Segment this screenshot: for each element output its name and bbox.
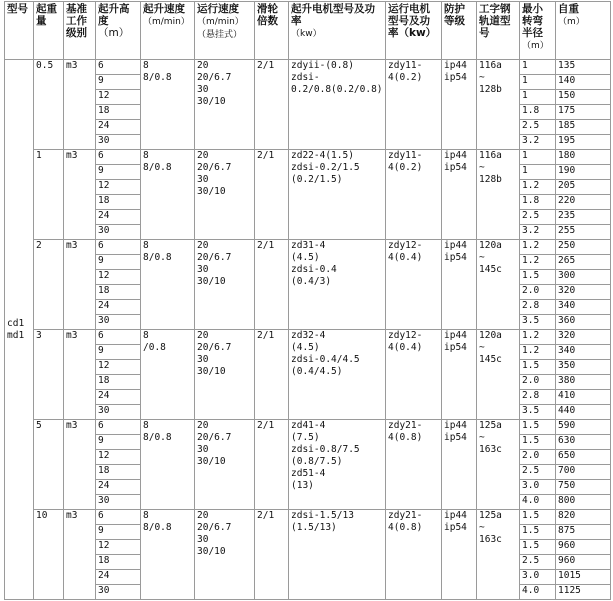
lift-speed-title: 起升速度 — [143, 3, 185, 15]
weight-cell: 150 — [556, 90, 611, 105]
weight-cell: 265 — [556, 255, 611, 270]
weight-cell: 875 — [556, 525, 611, 540]
weight-cell: 800 — [556, 495, 611, 510]
travel-speed-unit: （m/min）（悬挂式） — [197, 17, 244, 40]
weight-cell: 360 — [556, 315, 611, 330]
lift-height-cell: 24 — [96, 390, 141, 405]
lift-height-cell: 24 — [96, 480, 141, 495]
radius-cell: 3.2 — [520, 225, 556, 240]
protection-cell: ip44 ip54 — [442, 150, 477, 240]
lift-height-cell: 30 — [96, 495, 141, 510]
lift-height-cell: 30 — [96, 225, 141, 240]
weight-cell: 410 — [556, 390, 611, 405]
travel-motor-cell: zdy11- 4(0.2) — [386, 60, 442, 150]
protection-cell: ip44 ip54 — [442, 60, 477, 150]
protection-cell: ip44 ip54 — [442, 420, 477, 510]
header-travel-speed — [195, 2, 255, 60]
radius-cell: 1.5 — [520, 435, 556, 450]
reeving-cell: 2/1 — [255, 420, 289, 510]
weight-cell: 320 — [556, 285, 611, 300]
lift-motor-cell: zd22-4(1.5) zdsi-0.2/1.5 (0.2/1.5) — [289, 150, 386, 240]
radius-cell: 1 — [520, 150, 556, 165]
reeving-cell: 2/1 — [255, 60, 289, 150]
weight-cell: 340 — [556, 345, 611, 360]
radius-cell: 3.5 — [520, 405, 556, 420]
weight-cell: 650 — [556, 450, 611, 465]
work-class-cell: m3 — [64, 150, 96, 240]
lift-height-cell: 30 — [96, 405, 141, 420]
lift-speed-cell: 8 8/0.8 — [141, 240, 195, 330]
lift-height-cell: 6 — [96, 60, 141, 75]
header-lift-height — [96, 2, 141, 60]
reeving-cell: 2/1 — [255, 510, 289, 600]
radius-cell: 1.5 — [520, 360, 556, 375]
lift-height-cell: 12 — [96, 540, 141, 555]
ibeam-cell: 120a ~ 145c — [477, 330, 520, 420]
travel-speed-title: 运行速度 — [197, 3, 239, 15]
lift-height-cell: 18 — [96, 195, 141, 210]
ibeam-cell: 116a ~ 128b — [477, 60, 520, 150]
protection-cell: ip44 ip54 — [442, 330, 477, 420]
lift-height-cell: 12 — [96, 270, 141, 285]
radius-cell: 1 — [520, 90, 556, 105]
ibeam-cell: 125a ~ 163c — [477, 510, 520, 600]
radius-cell: 2.5 — [520, 210, 556, 225]
travel-motor-cell: zdy21- 4(0.8) — [386, 510, 442, 600]
header-travel-motor: 运行电机型号及功率（kw） — [386, 2, 442, 60]
radius-cell: 2.0 — [520, 285, 556, 300]
lift-speed-cell: 8 8/0.8 — [141, 150, 195, 240]
lift-height-cell: 6 — [96, 420, 141, 435]
radius-cell: 3.0 — [520, 570, 556, 585]
weight-cell: 185 — [556, 120, 611, 135]
weight-cell: 630 — [556, 435, 611, 450]
lift-height-cell: 18 — [96, 285, 141, 300]
header-radius — [520, 2, 556, 60]
radius-cell: 1.5 — [520, 540, 556, 555]
travel-motor-cell: zdy12- 4(0.4) — [386, 330, 442, 420]
lift-height-cell: 12 — [96, 450, 141, 465]
work-class-cell: m3 — [64, 60, 96, 150]
weight-cell: 1125 — [556, 585, 611, 600]
protection-cell: ip44 ip54 — [442, 240, 477, 330]
radius-cell: 2.0 — [520, 375, 556, 390]
weight-cell: 250 — [556, 240, 611, 255]
lift-speed-cell: 8 8/0.8 — [141, 420, 195, 510]
lift-motor-unit: （kw） — [291, 29, 322, 39]
lift-height-cell: 30 — [96, 585, 141, 600]
radius-unit: （m） — [522, 41, 549, 51]
capacity-cell: 10 — [34, 510, 64, 600]
reeving-cell: 2/1 — [255, 150, 289, 240]
lift-height-cell: 24 — [96, 570, 141, 585]
lift-speed-cell: 8 /0.8 — [141, 330, 195, 420]
weight-cell: 590 — [556, 420, 611, 435]
travel-speed-cell: 20 20/6.7 30 30/10 — [195, 240, 255, 330]
lift-motor-cell: zd41-4 (7.5) zdsi-0.8/7.5 (0.8/7.5) zd51-4 (13) — [289, 420, 386, 510]
radius-cell: 2.0 — [520, 450, 556, 465]
header-reeving: 滑轮倍数 — [255, 2, 289, 60]
travel-speed-cell: 20 20/6.7 30 30/10 — [195, 510, 255, 600]
weight-cell: 190 — [556, 165, 611, 180]
lift-height-unit: （m） — [98, 27, 130, 39]
radius-cell: 1.8 — [520, 195, 556, 210]
weight-cell: 380 — [556, 375, 611, 390]
lift-height-cell: 9 — [96, 255, 141, 270]
capacity-cell: 5 — [34, 420, 64, 510]
radius-cell: 1 — [520, 165, 556, 180]
travel-speed-cell: 20 20/6.7 30 30/10 — [195, 420, 255, 510]
radius-cell: 1 — [520, 60, 556, 75]
travel-speed-cell: 20 20/6.7 30 30/10 — [195, 330, 255, 420]
weight-cell: 180 — [556, 150, 611, 165]
lift-motor-cell: zd32-4 (4.5) zdsi-0.4/4.5 (0.4/4.5) — [289, 330, 386, 420]
lift-motor-cell: zd31-4 (4.5) zdsi-0.4 (0.4/3) — [289, 240, 386, 330]
radius-cell: 1.2 — [520, 330, 556, 345]
weight-cell: 135 — [556, 60, 611, 75]
radius-cell: 1.2 — [520, 255, 556, 270]
lift-height-cell: 6 — [96, 510, 141, 525]
reeving-cell: 2/1 — [255, 330, 289, 420]
header-row — [5, 2, 611, 60]
lift-motor-cell: zdsi-1.5/13 (1.5/13) — [289, 510, 386, 600]
radius-cell: 1.5 — [520, 270, 556, 285]
travel-motor-cell: zdy11- 4(0.2) — [386, 150, 442, 240]
work-class-cell: m3 — [64, 420, 96, 510]
table-row — [5, 150, 611, 165]
weight-cell: 140 — [556, 75, 611, 90]
lift-height-cell: 24 — [96, 210, 141, 225]
radius-cell: 2.5 — [520, 555, 556, 570]
weight-title: 自重 — [558, 3, 579, 15]
weight-cell: 440 — [556, 405, 611, 420]
header-work-class: 基准工作级别 — [64, 2, 96, 60]
lift-height-cell: 12 — [96, 180, 141, 195]
work-class-cell: m3 — [64, 510, 96, 600]
ibeam-cell: 120a ~ 145c — [477, 240, 520, 330]
lift-height-cell: 9 — [96, 345, 141, 360]
lift-height-cell: 6 — [96, 330, 141, 345]
capacity-cell: 3 — [34, 330, 64, 420]
radius-cell: 1.5 — [520, 525, 556, 540]
table-row — [5, 330, 611, 345]
weight-cell: 350 — [556, 360, 611, 375]
weight-cell: 340 — [556, 300, 611, 315]
lift-speed-cell: 8 8/0.8 — [141, 60, 195, 150]
radius-cell: 3.5 — [520, 315, 556, 330]
table-row — [5, 60, 611, 75]
weight-cell: 820 — [556, 510, 611, 525]
header-model: 型号 — [5, 2, 34, 60]
header-weight — [556, 2, 611, 60]
lift-height-title: 起升高度 — [98, 3, 130, 27]
travel-motor-cell: zdy12- 4(0.4) — [386, 240, 442, 330]
lift-height-cell: 9 — [96, 75, 141, 90]
weight-cell: 235 — [556, 210, 611, 225]
radius-cell: 1.2 — [520, 345, 556, 360]
weight-cell: 195 — [556, 135, 611, 150]
lift-height-cell: 18 — [96, 465, 141, 480]
radius-cell: 2.8 — [520, 390, 556, 405]
lift-height-cell: 9 — [96, 165, 141, 180]
radius-cell: 3.0 — [520, 480, 556, 495]
lift-speed-cell: 8 8/0.8 — [141, 510, 195, 600]
weight-unit: （m） — [558, 17, 585, 27]
radius-cell: 1.5 — [520, 420, 556, 435]
weight-cell: 175 — [556, 105, 611, 120]
header-protection: 防护等级 — [442, 2, 477, 60]
weight-cell: 700 — [556, 465, 611, 480]
protection-cell: ip44 ip54 — [442, 510, 477, 600]
lift-height-cell: 18 — [96, 375, 141, 390]
work-class-cell: m3 — [64, 330, 96, 420]
radius-cell: 1.8 — [520, 105, 556, 120]
capacity-cell: 0.5 — [34, 60, 64, 150]
table-body — [5, 60, 611, 600]
work-class-cell: m3 — [64, 240, 96, 330]
radius-title: 最小转弯半径 — [522, 3, 543, 39]
table-row — [5, 510, 611, 525]
lift-height-cell: 24 — [96, 300, 141, 315]
lift-height-cell: 30 — [96, 135, 141, 150]
weight-cell: 300 — [556, 270, 611, 285]
lift-speed-unit: （m/min） — [143, 17, 190, 27]
header-capacity: 起重量 — [34, 2, 64, 60]
radius-cell: 2.5 — [520, 465, 556, 480]
radius-cell: 1 — [520, 75, 556, 90]
capacity-cell: 2 — [34, 240, 64, 330]
reeving-cell: 2/1 — [255, 240, 289, 330]
lift-height-cell: 6 — [96, 150, 141, 165]
travel-speed-cell: 20 20/6.7 30 30/10 — [195, 60, 255, 150]
travel-motor-cell: zdy21- 4(0.8) — [386, 420, 442, 510]
radius-cell: 1.2 — [520, 180, 556, 195]
radius-cell: 1.2 — [520, 240, 556, 255]
lift-height-cell: 18 — [96, 105, 141, 120]
travel-speed-cell: 20 20/6.7 30 30/10 — [195, 150, 255, 240]
lift-height-cell: 30 — [96, 315, 141, 330]
radius-cell: 4.0 — [520, 585, 556, 600]
lift-height-cell: 6 — [96, 240, 141, 255]
header-lift-speed — [141, 2, 195, 60]
lift-height-cell: 18 — [96, 555, 141, 570]
radius-cell: 2.5 — [520, 120, 556, 135]
lift-height-cell: 24 — [96, 120, 141, 135]
table-row — [5, 420, 611, 435]
ibeam-cell: 116a ~ 128b — [477, 150, 520, 240]
lift-height-cell: 12 — [96, 360, 141, 375]
weight-cell: 750 — [556, 480, 611, 495]
lift-motor-title: 起升电机型号及功率 — [291, 3, 375, 27]
radius-cell: 4.0 — [520, 495, 556, 510]
hoist-spec-table — [4, 1, 611, 600]
lift-height-cell: 9 — [96, 525, 141, 540]
weight-cell: 960 — [556, 555, 611, 570]
weight-cell: 960 — [556, 540, 611, 555]
weight-cell: 1015 — [556, 570, 611, 585]
radius-cell: 2.8 — [520, 300, 556, 315]
table-row — [5, 240, 611, 255]
ibeam-cell: 125a ~ 163c — [477, 420, 520, 510]
header-lift-motor — [289, 2, 386, 60]
weight-cell: 220 — [556, 195, 611, 210]
weight-cell: 320 — [556, 330, 611, 345]
weight-cell: 205 — [556, 180, 611, 195]
lift-height-cell: 9 — [96, 435, 141, 450]
model-cell: cd1 md1 — [5, 60, 34, 600]
capacity-cell: 1 — [34, 150, 64, 240]
header-ibeam: 工字钢轨道型号 — [477, 2, 520, 60]
lift-height-cell: 12 — [96, 90, 141, 105]
radius-cell: 3.2 — [520, 135, 556, 150]
radius-cell: 1.5 — [520, 510, 556, 525]
weight-cell: 255 — [556, 225, 611, 240]
lift-motor-cell: zdyii-(0.8) zdsi- 0.2/0.8(0.2/0.8) — [289, 60, 386, 150]
